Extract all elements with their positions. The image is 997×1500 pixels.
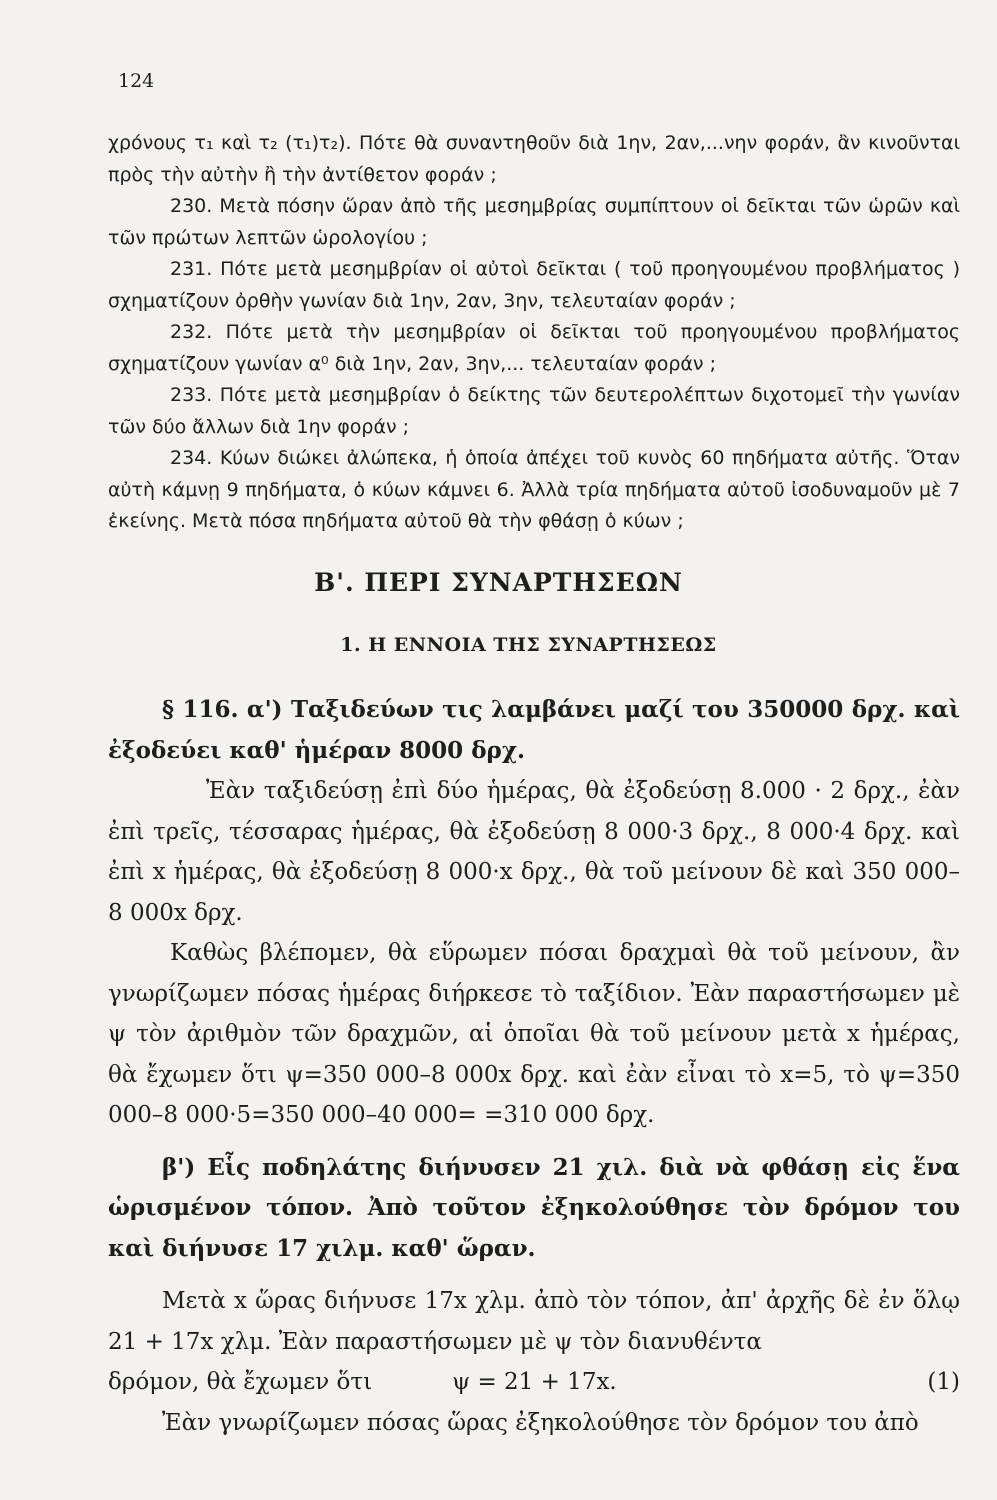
equation-lead: δρόμον, θὰ ἔχωμεν ὅτι bbox=[108, 1369, 373, 1395]
body-text bbox=[108, 690, 960, 1443]
problems-block bbox=[108, 128, 960, 538]
paragraph-cyclist: Μετὰ x ὥρας διήνυσε 17x χλμ. ἀπὸ τὸν τόπον, ἀπ' ἀρχῆς δὲ ἐν ὅλῳ 21 + 17x χλμ. Ἐὰν παραστήσωμεν μὲ ψ τὸν διανυθέντα bbox=[108, 1288, 960, 1355]
subsection-title: 1. Η ΕΝΝΟΙΑ ΤΗΣ ΣΥΝΑΡΤΗΣΕΩΣ bbox=[340, 634, 717, 656]
problem-234: 234. Κύων διώκει ἀλώπεκα, ἡ ὁποία ἀπέχει τοῦ κυνὸς 60 πηδήματα αὐτῆς. Ὅταν αὐτὴ κάμνῃ 9 πηδήματα, ὁ κύων κάμνει 6. Ἀλλὰ τρία πηδήματα αὐτοῦ ἰσοδυναμοῦν μὲ 7 ἐκείνης. Μετὰ πόσα πηδήματα αὐτοῦ θὰ τὴν φθάσῃ ὁ κύων ; bbox=[108, 447, 960, 532]
problem-233: 233. Πότε μετὰ μεσημβρίαν ὁ δείκτης τῶν δευτερολέπτων διχοτομεῖ τὴν γωνίαν τῶν δύο ἄλλων διὰ 1ην φοράν ; bbox=[108, 384, 960, 438]
equation-line bbox=[108, 1362, 960, 1403]
paragraph-116b: β') Εἷς ποδηλάτης διήνυσεν 21 χιλ. διὰ νὰ φθάσῃ εἰς ἕνα ὡρισμένον τόπον. Ἀπὸ τοῦτον ἐξηκολούθησε τὸν δρόμον του καὶ διήνυσε 17 χιλμ. καθ' ὥραν. bbox=[108, 1153, 960, 1262]
paragraph-explanation: Καθὼς βλέπομεν, θὰ εὕρωμεν πόσαι δραχμαὶ θὰ τοῦ μείνουν, ἂν γνωρίζωμεν πόσας ἡμέρας διήρκεσε τὸ ταξίδιον. Ἐὰν παραστήσωμεν μὲ ψ τὸν ἀριθμὸν τῶν δραχμῶν, αἱ ὁποῖαι θὰ τοῦ μείνουν μετὰ x ἡμέρας, θὰ ἔχωμεν ὅτι ψ=350 000–8 000x δρχ. καὶ ἐὰν εἶναι τὸ x=5, τὸ ψ=350 000–8 000·5=350 000–40 000= =310 000 δρχ. bbox=[108, 940, 960, 1128]
problem-231: 231. Πότε μετὰ μεσημβρίαν οἱ αὐτοὶ δεῖκται ( τοῦ προηγουμένου προβλήματος ) σχηματίζουν ὀρθὴν γωνίαν διὰ 1ην, 2αν, 3ην, τελευταίαν φοράν ; bbox=[108, 258, 960, 312]
paragraph-expenses: Ἐὰν ταξιδεύσῃ ἐπὶ δύο ἡμέρας, θὰ ἐξοδεύσῃ 8.000 · 2 δρχ., ἐὰν ἐπὶ τρεῖς, τέσσαρας ἡμέρας, θὰ ἐξοδεύσῃ 8 000·3 δρχ., 8 000·4 δρχ. καὶ ἐπὶ x ἡμέρας, θὰ ἐξοδεύσῃ 8 000·x δρχ., θὰ τοῦ μείνουν δὲ καὶ 350 000–8 000x δρχ. bbox=[108, 778, 960, 926]
equation-number: (1) bbox=[927, 1369, 960, 1395]
problem-230: 230. Μετὰ πόσην ὥραν ἀπὸ τῆς μεσημβρίας συμπίπτουν οἱ δεῖκται τῶν ὡρῶν καὶ τῶν πρώτων λεπτῶν ὡρολογίου ; bbox=[108, 195, 960, 249]
equation-expression: ψ = 21 + 17x. bbox=[452, 1369, 617, 1395]
paragraph-116a: § 116. α') Ταξιδεύων τις λαμβάνει μαζί του 350000 δρχ. καὶ ἐξοδεύει καθ' ἡμέραν 8000 δρχ. bbox=[108, 696, 960, 764]
paragraph-final: Ἐὰν γνωρίζωμεν πόσας ὥρας ἐξηκολούθησε τὸν δρόμον του ἀπὸ bbox=[162, 1409, 919, 1436]
page-number: 124 bbox=[118, 70, 155, 92]
problem-232: 232. Πότε μετὰ τὴν μεσημβρίαν οἱ δεῖκται τοῦ προηγουμένου προβλήματος σχηματίζουν γωνίαν α⁰ διὰ 1ην, 2αν, 3ην,... τελευταίαν φοράν ; bbox=[108, 321, 960, 375]
section-title: Β'. ΠΕΡΙ ΣΥΝΑΡΤΗΣΕΩΝ bbox=[314, 568, 683, 597]
problem-continuation: χρόνους τ₁ καὶ τ₂ (τ₁)τ₂). Πότε θὰ συναντηθοῦν διὰ 1ην, 2αν,...νην φοράν, ἂν κινοῦνται πρὸς τὴν αὐτὴν ἢ τὴν ἀντίθετον φοράν ; bbox=[108, 132, 960, 186]
